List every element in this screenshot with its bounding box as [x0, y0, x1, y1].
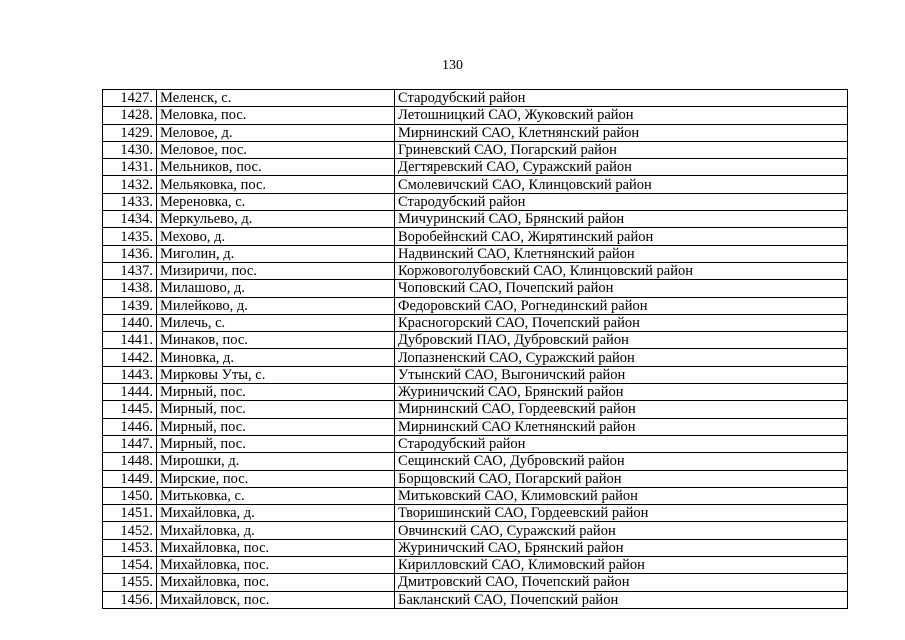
district-name: Летошницкий САО, Жуковский район: [395, 107, 848, 124]
table-row: [103, 211, 848, 228]
district-name: Бакланский САО, Почепский район: [395, 591, 848, 608]
district-name: Мирнинский САО, Гордеевский район: [395, 401, 848, 418]
district-name: Красногорский САО, Почепский район: [395, 314, 848, 331]
district-name: Смолевичский САО, Клинцовский район: [395, 176, 848, 193]
row-number: 1440.: [103, 314, 157, 331]
table-row: [103, 107, 848, 124]
row-number: 1427.: [103, 90, 157, 107]
settlement-name: Мирские, пос.: [157, 470, 395, 487]
settlement-name: Мирный, пос.: [157, 384, 395, 401]
row-number: 1452.: [103, 522, 157, 539]
row-number: 1429.: [103, 124, 157, 141]
settlement-table-body: [103, 90, 848, 609]
district-name: Сещинский САО, Дубровский район: [395, 453, 848, 470]
row-number: 1442.: [103, 349, 157, 366]
row-number: 1438.: [103, 280, 157, 297]
table-row: [103, 522, 848, 539]
table-row: [103, 453, 848, 470]
table-row: [103, 349, 848, 366]
table-row: [103, 470, 848, 487]
district-name: Журиничский САО, Брянский район: [395, 539, 848, 556]
district-name: Митьковский САО, Климовский район: [395, 487, 848, 504]
settlement-name: Меловое, д.: [157, 124, 395, 141]
table-row: [103, 487, 848, 504]
district-name: Воробейнский САО, Жирятинский район: [395, 228, 848, 245]
district-name: Мичуринский САО, Брянский район: [395, 211, 848, 228]
district-name: Федоровский САО, Рогнединский район: [395, 297, 848, 314]
table-row: [103, 176, 848, 193]
settlement-name: Меркульево, д.: [157, 211, 395, 228]
district-name: Утынский САО, Выгоничский район: [395, 366, 848, 383]
row-number: 1428.: [103, 107, 157, 124]
row-number: 1451.: [103, 505, 157, 522]
row-number: 1448.: [103, 453, 157, 470]
settlement-name: Мирковы Уты, с.: [157, 366, 395, 383]
settlement-name: Миновка, д.: [157, 349, 395, 366]
district-name: Стародубский район: [395, 435, 848, 452]
settlement-name: Мехово, д.: [157, 228, 395, 245]
settlement-name: Михайловка, пос.: [157, 574, 395, 591]
district-name: Гриневский САО, Погарский район: [395, 141, 848, 158]
district-name: Мирнинский САО Клетнянский район: [395, 418, 848, 435]
row-number: 1430.: [103, 141, 157, 158]
table-row: [103, 332, 848, 349]
table-row: [103, 539, 848, 556]
settlement-name: Михайловка, пос.: [157, 539, 395, 556]
table-row: [103, 401, 848, 418]
settlement-name: Мирный, пос.: [157, 418, 395, 435]
table-row: [103, 366, 848, 383]
settlement-name: Меленск, с.: [157, 90, 395, 107]
row-number: 1441.: [103, 332, 157, 349]
row-number: 1443.: [103, 366, 157, 383]
row-number: 1456.: [103, 591, 157, 608]
table-row: [103, 591, 848, 608]
district-name: Журиничский САО, Брянский район: [395, 384, 848, 401]
settlement-name: Мельяковка, пос.: [157, 176, 395, 193]
row-number: 1449.: [103, 470, 157, 487]
table-row: [103, 159, 848, 176]
district-name: Овчинский САО, Суражский район: [395, 522, 848, 539]
settlement-name: Михайловка, д.: [157, 522, 395, 539]
row-number: 1437.: [103, 262, 157, 279]
settlement-name: Мирный, пос.: [157, 435, 395, 452]
settlement-name: Мереновка, с.: [157, 193, 395, 210]
settlement-name: Мирошки, д.: [157, 453, 395, 470]
row-number: 1445.: [103, 401, 157, 418]
settlement-name: Милейково, д.: [157, 297, 395, 314]
row-number: 1432.: [103, 176, 157, 193]
settlement-name: Михайловка, д.: [157, 505, 395, 522]
row-number: 1433.: [103, 193, 157, 210]
table-row: [103, 280, 848, 297]
settlement-name: Мельников, пос.: [157, 159, 395, 176]
district-name: Дубровский ПАО, Дубровский район: [395, 332, 848, 349]
row-number: 1434.: [103, 211, 157, 228]
settlement-name: Михайловск, пос.: [157, 591, 395, 608]
district-name: Дегтяревский САО, Суражский район: [395, 159, 848, 176]
settlement-name: Мирный, пос.: [157, 401, 395, 418]
row-number: 1436.: [103, 245, 157, 262]
table-row: [103, 314, 848, 331]
table-row: [103, 505, 848, 522]
district-name: Борщовский САО, Погарский район: [395, 470, 848, 487]
table-row: [103, 557, 848, 574]
district-name: Надвинский САО, Клетнянский район: [395, 245, 848, 262]
district-name: Стародубский район: [395, 193, 848, 210]
table-row: [103, 228, 848, 245]
settlement-name: Митьковка, с.: [157, 487, 395, 504]
table-row: [103, 574, 848, 591]
row-number: 1439.: [103, 297, 157, 314]
table-row: [103, 418, 848, 435]
district-name: Лопазненский САО, Суражский район: [395, 349, 848, 366]
settlement-name: Милечь, с.: [157, 314, 395, 331]
row-number: 1455.: [103, 574, 157, 591]
settlement-table: [102, 89, 848, 609]
district-name: Чоповский САО, Почепский район: [395, 280, 848, 297]
settlement-name: Михайловка, пос.: [157, 557, 395, 574]
district-name: Творишинский САО, Гордеевский район: [395, 505, 848, 522]
table-row: [103, 435, 848, 452]
table-row: [103, 90, 848, 107]
settlement-name: Меловка, пос.: [157, 107, 395, 124]
table-row: [103, 141, 848, 158]
district-name: Кирилловский САО, Климовский район: [395, 557, 848, 574]
district-name: Дмитровский САО, Почепский район: [395, 574, 848, 591]
table-row: [103, 245, 848, 262]
settlement-name: Милашово, д.: [157, 280, 395, 297]
page-number: 130: [442, 58, 463, 73]
row-number: 1447.: [103, 435, 157, 452]
row-number: 1435.: [103, 228, 157, 245]
row-number: 1454.: [103, 557, 157, 574]
row-number: 1450.: [103, 487, 157, 504]
table-row: [103, 124, 848, 141]
district-name: Стародубский район: [395, 90, 848, 107]
row-number: 1446.: [103, 418, 157, 435]
table-row: [103, 262, 848, 279]
settlement-name: Мизиричи, пос.: [157, 262, 395, 279]
row-number: 1431.: [103, 159, 157, 176]
settlement-name: Минаков, пос.: [157, 332, 395, 349]
table-row: [103, 384, 848, 401]
table-row: [103, 193, 848, 210]
row-number: 1444.: [103, 384, 157, 401]
table-row: [103, 297, 848, 314]
district-name: Коржовоголубовский САО, Клинцовский район: [395, 262, 848, 279]
settlement-name: Миголин, д.: [157, 245, 395, 262]
settlement-name: Меловое, пос.: [157, 141, 395, 158]
district-name: Мирнинский САО, Клетнянский район: [395, 124, 848, 141]
row-number: 1453.: [103, 539, 157, 556]
